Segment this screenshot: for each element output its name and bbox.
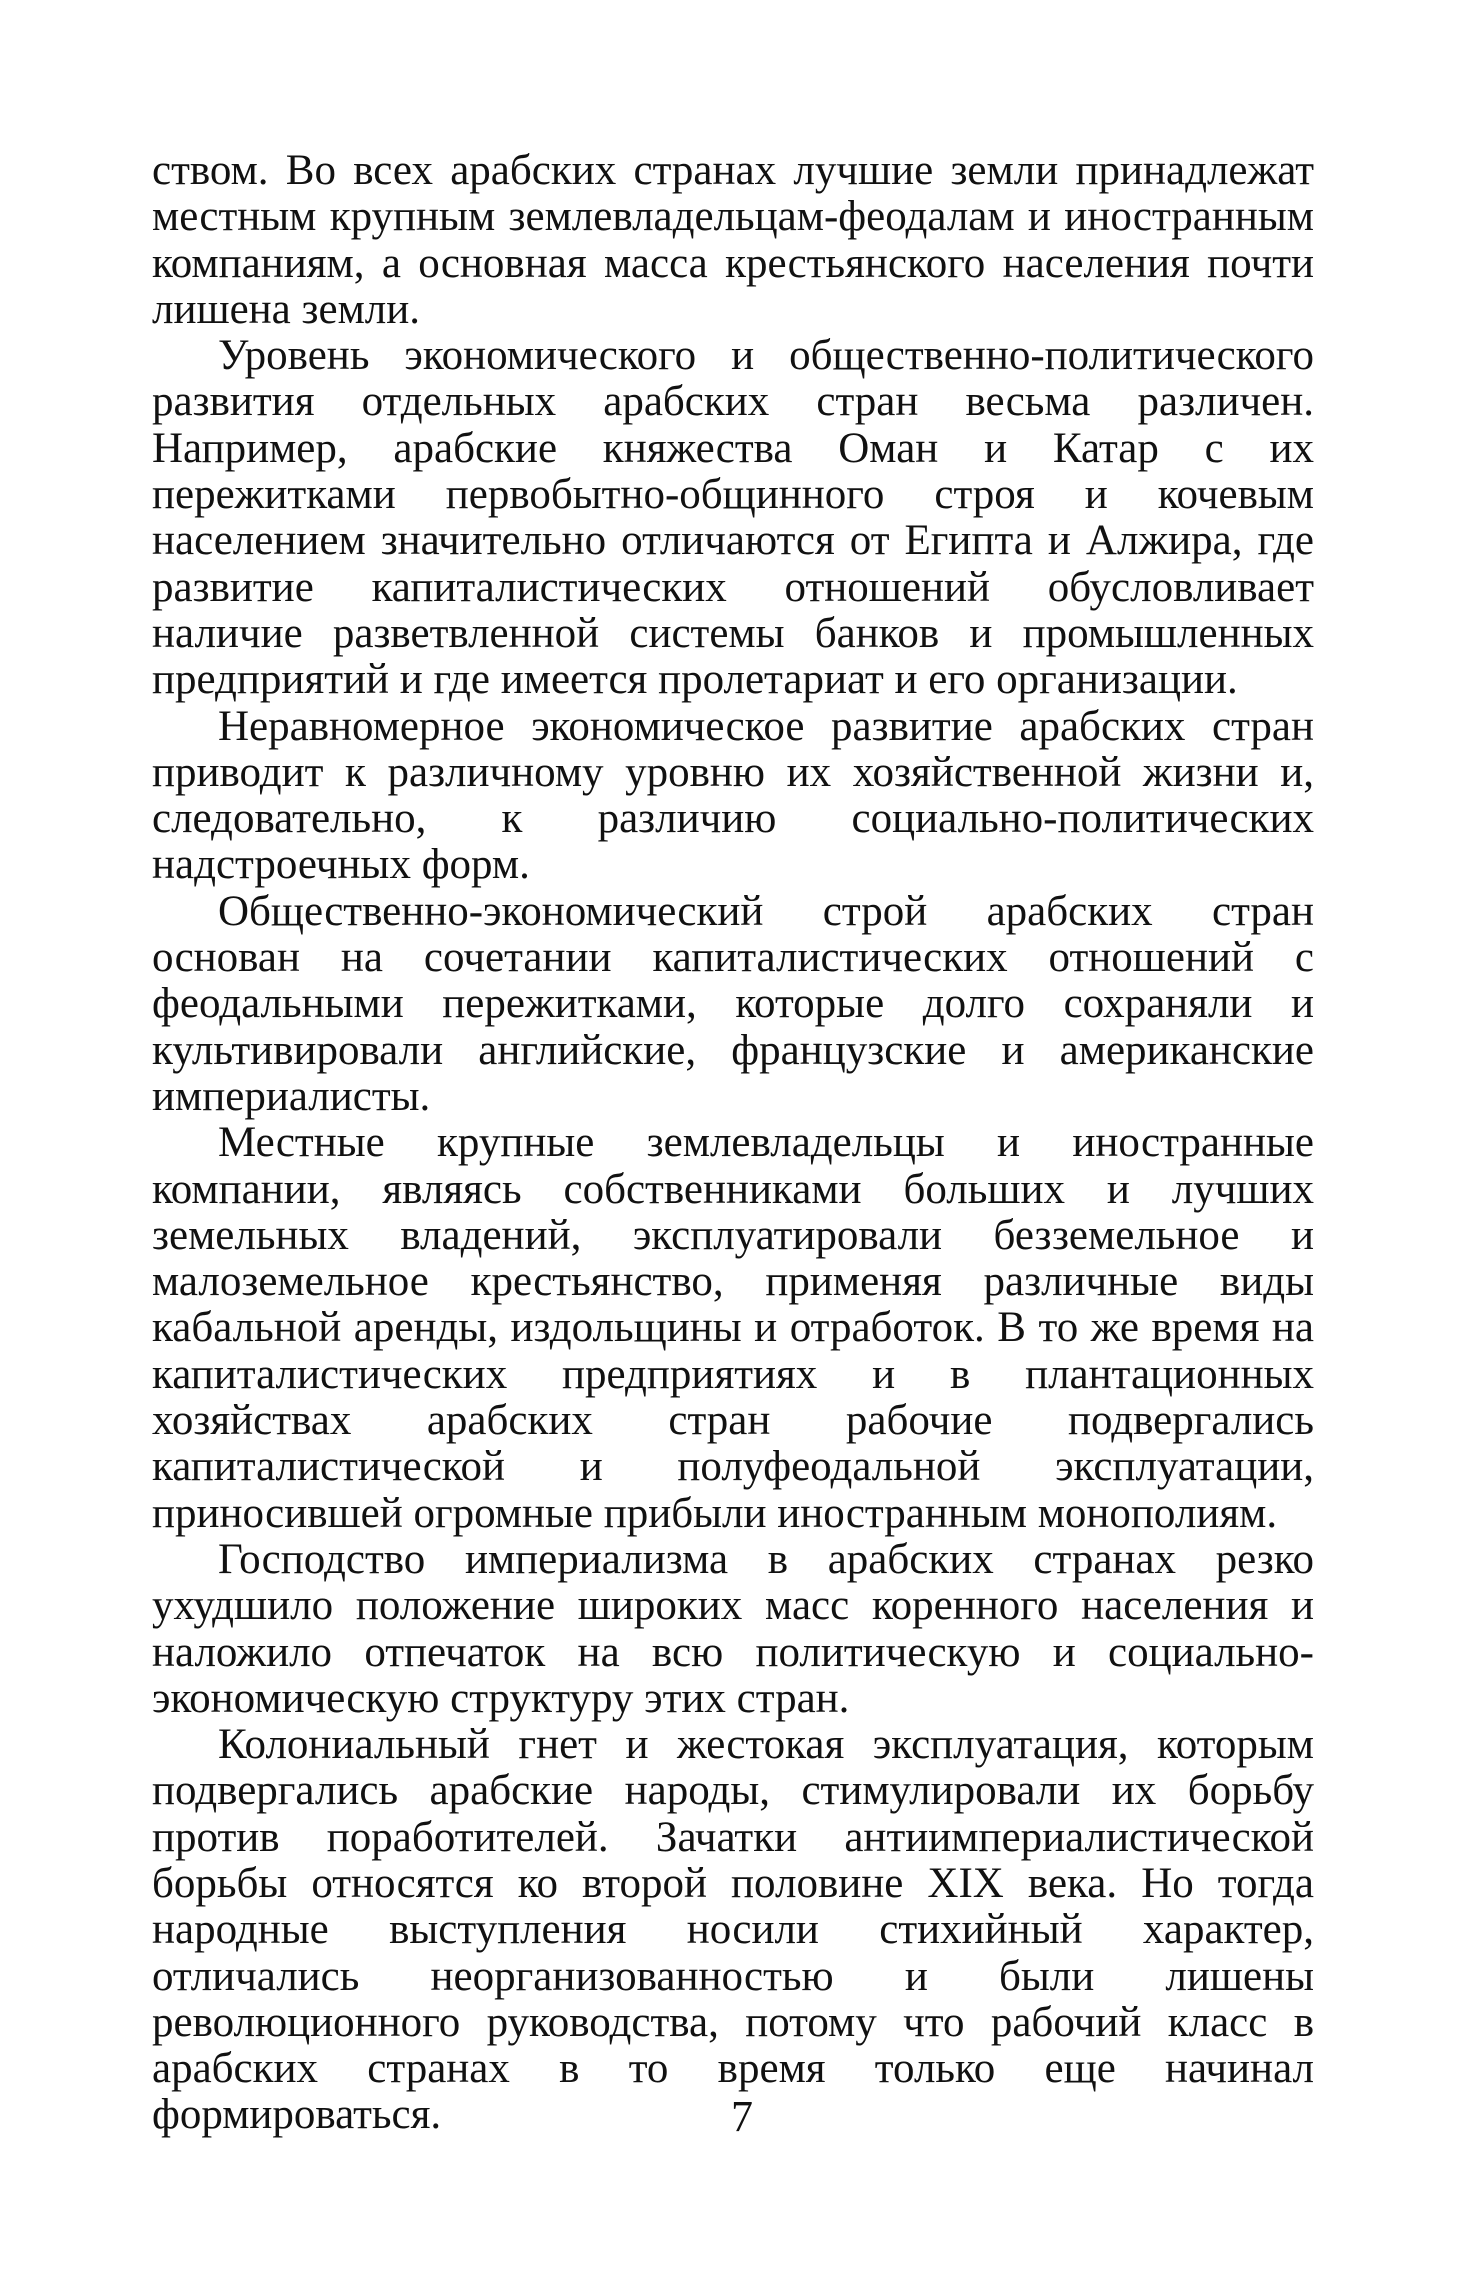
paragraph: Господство империализма в арабских странах резко ухудшило положение широких масс коренного населения и наложило отпечаток на всю политическую и социально-экономическую структуру этих стран. [152, 1535, 1314, 1722]
paragraph: ством. Во всех арабских странах лучшие земли принадлежат местным крупным землевладельцам-феодалам и иностранным компаниям, а основная масса крестьянского населения почти лишена земли. [152, 147, 1314, 333]
paragraph: Уровень экономического и общественно-политического развития отдельных арабских стран весьма различен. Например, арабские княжества Оман и Катар с их пережитками первобытно-общинного строя и кочевым населением значительно отличаются от Египта и Алжира, где развитие капиталистических отношений обусловливает наличие разветвленной системы банков и промышленных предприятий и где имеется пролетариат и его организации. [152, 332, 1314, 704]
paragraph: Местные крупные землевладельцы и иностранные компании, являясь собственниками больших и лучших земельных владений, эксплуатировали безземельное и малоземельное крестьянство, применяя различные виды кабальной аренды, издольщины и отработок. В то же время на капиталистических предприятиях и в плантационных хозяйствах арабских стран рабочие подвергались капиталистической и полуфеодальной эксплуатации, приносившей огромные прибыли иностранным монополиям. [152, 1119, 1314, 1537]
paragraph: Неравномерное экономическое развитие арабских стран приводит к различному уровню их хозяйственной жизни и, следовательно, к различию социально-политических надстроечных форм. [152, 702, 1314, 889]
paragraph: Колониальный гнет и жестокая эксплуатация, которым подвергались арабские народы, стимулировали их борьбу против поработителей. Зачатки антиимпериалистической борьбы относятся ко второй половине XIX века. Но тогда народные выступления носили стихийный характер, отличались неорганизованностью и были лишены революционного руководства, потому что рабочий класс в арабских странах в то время только еще начинал формироваться. [152, 1721, 1314, 2139]
body-text [152, 148, 1314, 2139]
page-number: 7 [731, 2092, 753, 2141]
paragraph: Общественно-экономический строй арабских стран основан на сочетании капиталистических отношений с феодальными пережитками, которые долго сохраняли и культивировали английские, французские и американские империалисты. [152, 887, 1314, 1120]
